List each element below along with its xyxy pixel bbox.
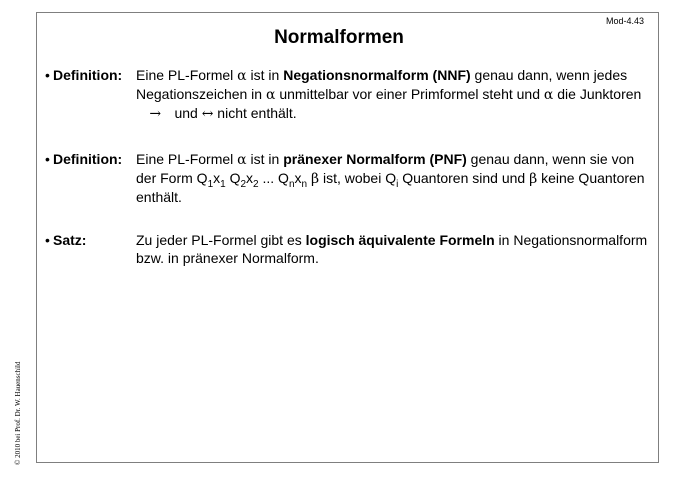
text-run: unmittelbar vor einer Primformel steht und: [275, 86, 544, 102]
bold-term: logisch äquivalente Formeln: [305, 232, 495, 248]
bullet: •: [45, 67, 50, 83]
text-run: ... Q: [258, 170, 289, 186]
math-symbol: α: [237, 152, 247, 168]
item-label: Satz:: [53, 232, 87, 248]
text-run: keine Quantoren enthält.: [136, 170, 645, 205]
math-symbol: α: [543, 87, 554, 103]
text-run: Quantoren sind und: [398, 170, 530, 186]
subscript: i: [396, 179, 399, 190]
text-run: und: [174, 105, 202, 121]
bullet: •: [45, 232, 50, 248]
theorem: [45, 231, 653, 267]
text-run: ist in: [246, 67, 284, 83]
math-symbol: ↔: [201, 106, 214, 122]
item-content: [136, 231, 653, 267]
text-run: Eine PL-Formel: [136, 151, 238, 167]
text-run: genau dann, wenn sie von der Form Q: [136, 151, 635, 186]
subscript: n: [288, 179, 295, 190]
page-title: Normalformen: [274, 27, 404, 48]
math-symbol: α: [237, 68, 247, 84]
subscript: 2: [240, 179, 247, 190]
text-run: x: [294, 170, 302, 186]
text-run: ist, wobei Q: [319, 170, 397, 186]
definition-pnf: [45, 150, 653, 206]
text-run: nicht enthält.: [213, 105, 297, 121]
subscript: 1: [207, 179, 214, 190]
text-run: genau dann, wenn jedes Negationszeichen in: [136, 67, 628, 102]
definition-nnf: [45, 66, 653, 123]
copyright-note: © 2010 bei Prof. Dr. W. Hauenschild: [14, 361, 22, 465]
math-symbol: β: [529, 171, 538, 187]
item-label: Definition:: [53, 67, 123, 83]
text-run: x: [246, 170, 254, 186]
text-run: x: [213, 170, 221, 186]
item-content: [136, 66, 653, 123]
text-run: in Negationsnormalform bzw. in pränexer Normalform.: [136, 232, 648, 266]
math-symbol: β: [310, 171, 320, 187]
text-run: Zu jeder PL-Formel gibt es: [136, 232, 306, 248]
text-run: die Junktoren: [553, 86, 642, 102]
text-run: Q: [225, 170, 241, 186]
bold-term: Negationsnormalform (NNF): [283, 67, 471, 83]
math-symbol: →: [136, 106, 175, 122]
item-content: [136, 150, 653, 206]
slide-id: Mod-4.43: [605, 16, 644, 26]
bold-term: pränexer Normalform (PNF): [283, 151, 467, 167]
item-label: Definition:: [53, 151, 123, 167]
math-symbol: α: [265, 87, 276, 103]
subscript: 2: [253, 179, 259, 190]
bullet: •: [45, 151, 50, 167]
subscript: n: [301, 179, 308, 190]
text-run: ist in: [246, 151, 284, 167]
text-run: Eine PL-Formel: [136, 67, 238, 83]
subscript: 1: [220, 179, 226, 190]
